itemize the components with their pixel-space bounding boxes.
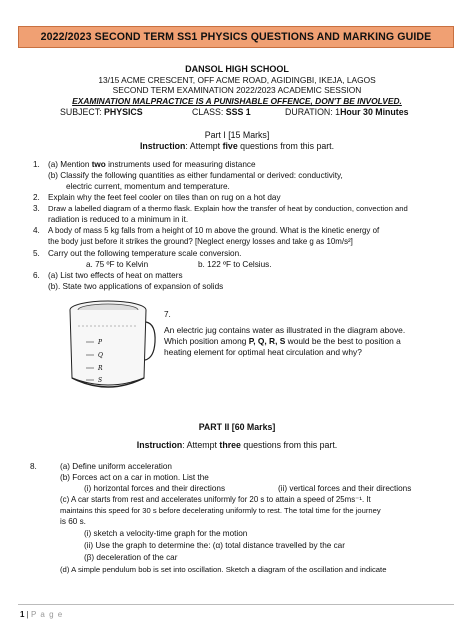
q8c-text-1: (c) A car starts from rest and accelerates uniformly for 20 s to attain a speed of 25ms⁻¹. It (60, 495, 371, 504)
q2-text: Explain why the feet feel cooler on tiles than on rug on a hot day (48, 193, 281, 202)
jug-label-s: S (98, 377, 103, 384)
school-name: DANSOL HIGH SCHOOL (185, 64, 289, 74)
part1-title: Part I [15 Marks] (204, 130, 270, 140)
electric-jug-diagram (58, 296, 158, 398)
footer-divider (18, 604, 454, 605)
document-title-banner: 2022/2023 SECOND TERM SS1 PHYSICS QUESTIONS AND MARKING GUIDE (18, 26, 454, 48)
q8b-ii-text: (ii) vertical forces and their directions (278, 484, 412, 493)
jug-label-p: P (98, 339, 103, 346)
q5b-text: b. 122 ºF to Celsius. (198, 260, 272, 269)
part2-title: PART II [60 Marks] (198, 422, 276, 432)
q8c-text-2: maintains this speed for 30 s before decelerating uniformly to rest. The total time for the journey (60, 506, 381, 515)
q6b-text: (b). State two applications of expansion of solids (48, 282, 224, 291)
exam-title: SECOND TERM EXAMINATION 2022/2023 ACADEMIC SESSION (112, 85, 362, 95)
part1-instruction (0, 141, 474, 151)
q3-number: 3. (33, 204, 40, 213)
q8b-text: (b) Forces act on a car in motion. List the (60, 473, 209, 482)
subject-field (60, 107, 143, 117)
class-field (192, 107, 251, 117)
jug-body (70, 310, 146, 385)
q8a-text: (a) Define uniform acceleration (60, 462, 172, 471)
q1a-post: instruments used for measuring distance (105, 160, 256, 169)
subject-value: PHYSICS (104, 107, 143, 117)
q2-number: 2. (33, 193, 40, 202)
q6-number: 6. (33, 271, 40, 280)
q7-number: 7. (164, 310, 171, 319)
q7-text-3: heating element for optimal heat circulation and why? (164, 347, 362, 357)
q7-2-bold: P, Q, R, S (248, 336, 286, 346)
school-address: 13/15 ACME CRESCENT, OFF ACME ROAD, AGIDINGBI, IKEJA, LAGOS (98, 75, 376, 85)
duration-field (285, 107, 409, 117)
q5-number: 5. (33, 249, 40, 258)
page-number: 1 (20, 610, 25, 619)
duration-value: Hour 30 Minutes (340, 107, 409, 117)
q3-text-1: Draw a labelled diagram of a thermo flask. Explain how the transfer of heat by conduction, convection and (48, 204, 408, 213)
q1a-text (48, 160, 256, 170)
q8c-ii-text: (ii) Use the graph to determine the: (α) total distance travelled by the car (84, 541, 345, 550)
part1-instr-label: Instruction (139, 141, 186, 151)
duration-label: DURATION: 1 (285, 107, 341, 117)
footer-separator: | (24, 610, 31, 619)
q4-text-2: the body just before it strikes the ground? [Neglect energy losses and take g as 10m/s²] (48, 237, 353, 246)
q5-text: Carry out the following temperature scale conversion. (48, 249, 242, 258)
q7-2-post: would be the best to position a (285, 336, 401, 346)
part2-instr-pre: : Attempt (182, 440, 220, 450)
q6a-text: (a) List two effects of heat on matters (48, 271, 183, 280)
jug-label-q: Q (98, 352, 103, 359)
q1b-text-2: electric current, momentum and temperature. (66, 182, 230, 191)
q8-number: 8. (30, 462, 37, 471)
class-value: SSS 1 (225, 107, 251, 117)
part1-instr-bold: five (222, 141, 238, 151)
class-label: CLASS: (192, 107, 226, 117)
q8c-i-text: (i) sketch a velocity-time graph for the motion (84, 529, 248, 538)
q7-text-2 (164, 336, 401, 347)
part2-instr-bold: three (219, 440, 241, 450)
subject-label: SUBJECT: (60, 107, 104, 117)
page-footer (20, 610, 63, 619)
q8c-text-3: is 60 s. (60, 517, 86, 526)
q1b-text-1: (b) Classify the following quantities as either fundamental or derived: conductivity, (48, 171, 343, 180)
q8b-i-text: (i) horizontal forces and their directions (84, 484, 226, 493)
part1-instr-pre: : Attempt (185, 141, 223, 151)
q3-text-2: radiation is reduced to a minimum in it. (48, 215, 189, 224)
malpractice-warning: EXAMINATION MALPRACTICE IS A PUNISHABLE OFFENCE, DON'T BE INVOLVED. (72, 96, 402, 106)
q8c-beta-text: (β) deceleration of the car (84, 553, 178, 562)
part2-instr-label: Instruction (136, 440, 183, 450)
q1a-bold: two (91, 160, 106, 169)
part2-instruction (0, 440, 474, 450)
q7-2-pre: Which position among (164, 336, 249, 346)
q8d-text: (d) A simple pendulum bob is set into oscillation. Sketch a diagram of the oscillation and indicate (60, 565, 387, 574)
q4-text-1: A body of mass 5 kg falls from a height of 10 m above the ground. What is the kinetic energy of (48, 226, 380, 235)
q1-number: 1. (33, 160, 40, 169)
page-label: P a g e (30, 610, 64, 619)
q1a-pre: (a) Mention (48, 160, 92, 169)
part2-instr-post: questions from this part. (240, 440, 338, 450)
q4-number: 4. (33, 226, 40, 235)
q5a-text: a. 75 ºF to Kelvin (86, 260, 149, 269)
q7-text-1: An electric jug contains water as illustrated in the diagram above. (164, 325, 406, 335)
jug-label-r: R (98, 365, 103, 372)
part1-instr-post: questions from this part. (237, 141, 335, 151)
jug-handle (145, 322, 155, 360)
